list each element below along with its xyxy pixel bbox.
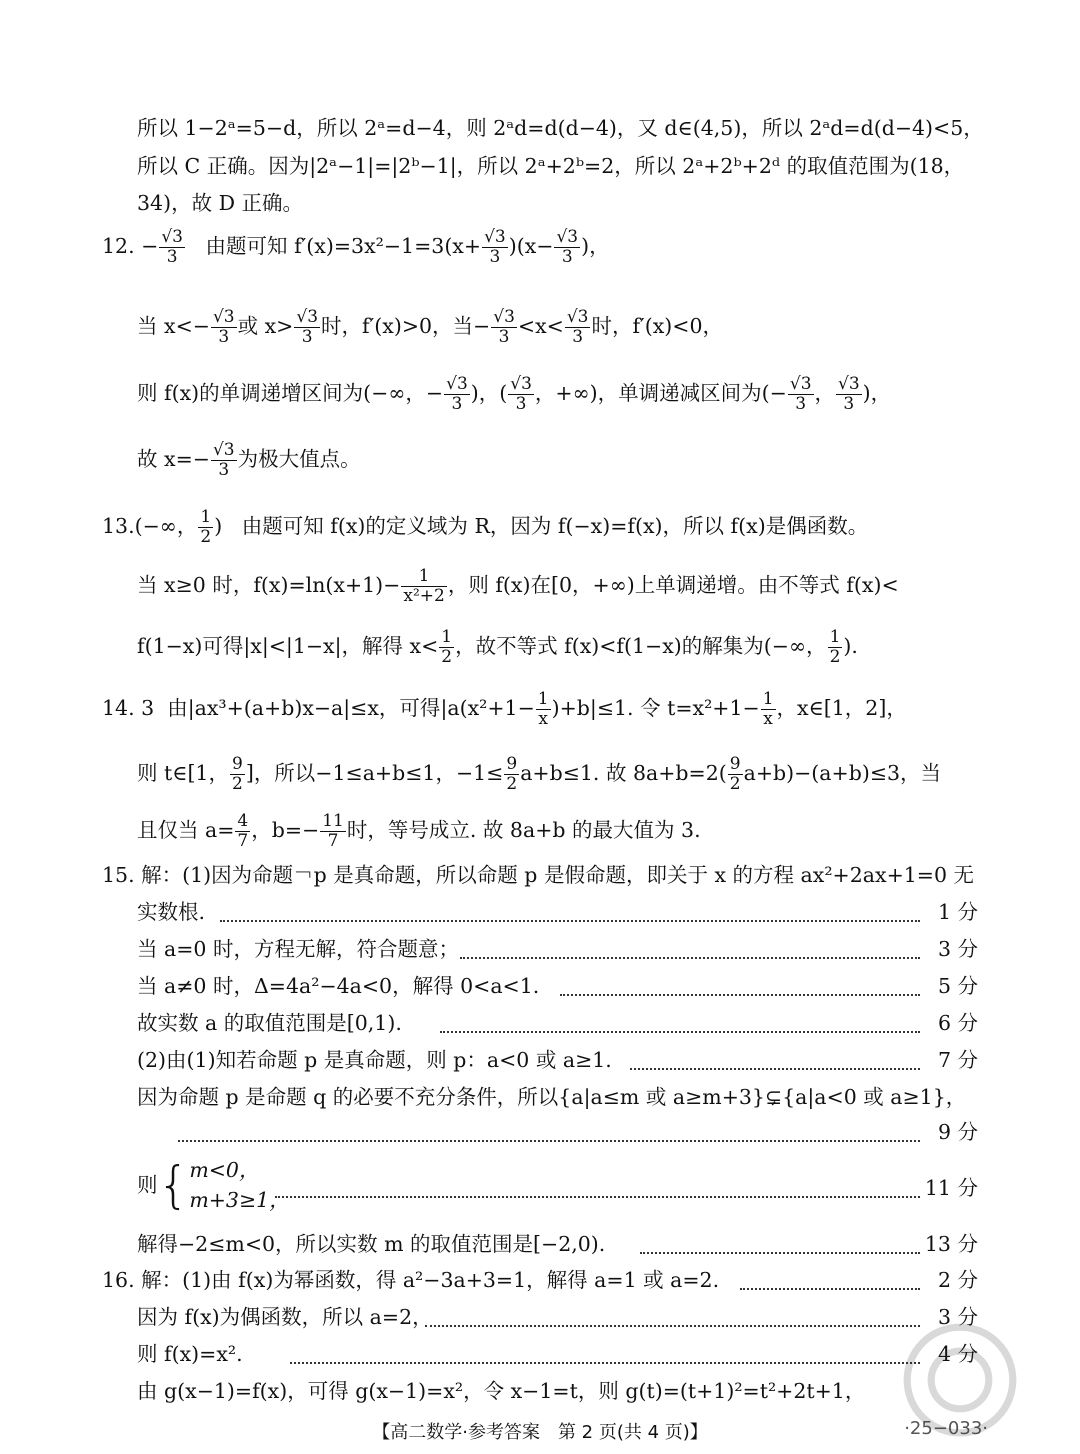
fraction — [788, 375, 814, 414]
fraction — [211, 308, 237, 347]
q15-line5: 故实数 a 的取值范围是[0,1). — [137, 1011, 402, 1035]
text: 由|ax³+(a+b)x−a|≤x，可得 — [167, 696, 441, 720]
system — [189, 1155, 289, 1215]
q15-line3: 当 a=0 时，方程无解，符合题意； — [137, 937, 459, 961]
score-6: 6 分 — [937, 1011, 978, 1035]
denominator: 3 — [489, 247, 501, 267]
page-footer: 【高二数学·参考答案 第 2 页(共 4 页)】 — [372, 1422, 708, 1443]
q12-line2 — [137, 308, 723, 347]
numerator: √3 — [446, 374, 468, 394]
text: ≤1. 令 t=x²+1− — [596, 696, 760, 720]
numerator: √3 — [510, 374, 532, 394]
q13-text: 由题可知 f(x)的定义域为 R，因为 f(−x)=f(x)，所以 f(x)是偶函数。 — [241, 514, 869, 538]
text: )+b — [551, 696, 590, 720]
numerator: 1 — [200, 507, 212, 527]
text: 则 — [137, 1173, 158, 1197]
numerator: √3 — [566, 307, 589, 327]
q12-text: 由题可知 f′(x)=3x²−1=3 — [205, 234, 445, 258]
fraction — [444, 375, 470, 414]
numerator: 4 — [237, 811, 249, 831]
q15-line7: 因为命题 p 是命题 q 的必要不充分条件，所以{a|a≤m 或 a≥m+3}⊊{a|a<0 或 a≥1}， — [137, 1085, 967, 1109]
q15-line1: 15. 解：(1)因为命题￢p 是真命题，所以命题 p 是假命题，即关于 x 的方程 ax²+2ax+1=0 无 — [102, 863, 975, 887]
fraction — [728, 755, 743, 794]
text: a(x²+1− — [447, 696, 535, 720]
fraction — [836, 375, 862, 414]
text: ， — [814, 381, 836, 405]
minus: − — [141, 234, 159, 258]
text: 且仅当 a= — [137, 818, 235, 842]
denominator: 3 — [795, 394, 807, 414]
denominator: 2 — [829, 647, 841, 667]
text: 当 — [137, 314, 158, 338]
score-7: 7 分 — [937, 1048, 978, 1072]
text: 时，等号成立. 故 8a+b 的最大值为 3. — [346, 818, 701, 842]
denominator: 3 — [218, 460, 230, 480]
text: (−∞，− — [363, 381, 444, 405]
text: (−∞， — [134, 514, 198, 538]
numerator: 1 — [401, 567, 446, 587]
text: a+b≤1. 故 8a+b=2 — [520, 761, 719, 785]
score-9: 9 分 — [937, 1120, 978, 1144]
text: ，故不等式 f(x)<f(1−x)的解集为 — [455, 634, 764, 658]
leader-dots — [220, 918, 920, 922]
q16-line4: 由 g(x−1)=f(x)，可得 g(x−1)=x²，令 x−1=t，则 g(t)=(t+1)²=t²+2t+1， — [137, 1379, 866, 1403]
text: 或 x> — [237, 314, 294, 338]
numerator: √3 — [484, 227, 506, 247]
text: 当 x≥0 时，f(x)=ln(x+1)− — [137, 573, 401, 597]
q13-line1 — [102, 508, 868, 547]
leader-dots — [440, 1029, 920, 1033]
q12-line3 — [137, 375, 891, 414]
text: a+b) — [743, 761, 795, 785]
denominator: 3 — [561, 247, 573, 267]
fraction — [235, 812, 250, 851]
text: [1， — [187, 761, 229, 785]
q15-line4: 当 a≠0 时，Δ=4a²−4a<0，解得 0<a<1. — [137, 974, 540, 998]
text: ). — [843, 634, 858, 658]
numerator: 9 — [506, 754, 518, 774]
denominator: 7 — [237, 831, 249, 851]
denominator: 7 — [327, 831, 339, 851]
numerator: √3 — [212, 440, 235, 460]
denominator: 3 — [166, 247, 178, 267]
text: x<− — [164, 314, 210, 338]
numerator: √3 — [493, 307, 515, 327]
text: )， — [862, 381, 892, 405]
q16-line2: 因为 f(x)为偶函数，所以 a=2， — [137, 1305, 433, 1329]
numerator: 1 — [829, 627, 841, 647]
denominator: 2 — [441, 647, 453, 667]
denominator: 3 — [498, 327, 510, 347]
fraction — [159, 228, 185, 267]
watermark-logo-icon — [900, 1320, 1020, 1440]
numerator: 1 — [441, 627, 453, 647]
score-3b: 3 分 — [937, 1305, 978, 1329]
numerator: 9 — [231, 754, 243, 774]
text: ，+∞)，单调递减区间为(− — [534, 381, 787, 405]
leader-dots — [275, 1194, 920, 1198]
leader-dots — [560, 992, 920, 996]
score-1: 1 分 — [937, 900, 978, 924]
numerator: √3 — [161, 227, 183, 247]
q14-line3 — [137, 812, 701, 851]
denominator: 3 — [515, 394, 527, 414]
text: ] — [245, 761, 254, 785]
denominator: x²+2 — [403, 586, 445, 606]
q11-line3: 34)，故 D 正确。 — [137, 191, 304, 215]
text: ( — [718, 761, 727, 785]
text: 故 x=− — [137, 447, 210, 471]
leader-dots — [290, 1360, 920, 1364]
fraction — [198, 508, 213, 547]
denominator: 3 — [843, 394, 855, 414]
text: (−∞， — [763, 634, 827, 658]
numerator: 9 — [729, 754, 741, 774]
denominator: 2 — [231, 774, 243, 794]
q14-line1: 14. 3 由|ax³+(a+b)x−a|≤x，可得|a(x²+1− $\frac{1}{x}$ )+b|≤1. 令 t=x²+1− $\frac{1}{x}$ ，x∈[1，2]， — [102, 689, 907, 729]
text: −(a+b)≤3，当 — [794, 761, 942, 785]
fraction — [565, 308, 591, 347]
numerator: 1 — [762, 689, 774, 709]
fraction — [439, 628, 454, 667]
denominator: 2 — [729, 774, 741, 794]
text: 为极大值点。 — [237, 447, 361, 471]
denominator: 3 — [451, 394, 463, 414]
numerator: √3 — [838, 374, 860, 394]
text: (x+ — [444, 234, 482, 258]
leader-dots — [640, 1250, 920, 1254]
text: 则 t∈ — [137, 761, 188, 785]
text: )， — [581, 234, 610, 258]
fraction — [504, 755, 519, 794]
fraction — [828, 628, 843, 667]
text: 时，f′(x)<0， — [591, 314, 723, 338]
text: 则 f(x)的单调递增区间为 — [137, 381, 364, 405]
text: )，( — [470, 381, 508, 405]
q11-line1: 所以 1−2ᵃ=5−d，所以 2ᵃ=d−4，则 2ᵃd=d(d−4)，又 d∈(4,5)，所以 2ᵃd=d(d−4)<5， — [137, 116, 984, 140]
fraction — [320, 812, 346, 851]
text: <x< — [517, 314, 564, 338]
q14-number: 14. 3 — [102, 696, 155, 720]
q11-line2: 所以 C 正确。因为|2ᵃ−1|=|2ᵇ−1|，所以 2ᵃ+2ᵇ=2，所以 2ᵃ+2ᵇ+2ᵈ 的取值范围为(18， — [137, 154, 965, 178]
denominator: 2 — [200, 527, 212, 547]
score-13: 13 分 — [924, 1232, 978, 1256]
denominator: 3 — [218, 327, 230, 347]
denominator: 3 — [301, 327, 313, 347]
leader-dots — [425, 1323, 920, 1327]
numerator: √3 — [212, 307, 235, 327]
numerator: √3 — [556, 227, 579, 247]
numerator: √3 — [296, 307, 319, 327]
numerator: 1 — [537, 689, 549, 709]
fraction — [761, 690, 776, 729]
q12-line1 — [102, 228, 610, 267]
denominator: x — [763, 709, 773, 729]
q14-line2 — [137, 755, 941, 794]
text: ，b=− — [251, 818, 320, 842]
leader-dots — [178, 1138, 920, 1142]
text: ，x∈[1，2]， — [776, 696, 907, 720]
leader-dots — [740, 1286, 920, 1290]
fraction — [211, 441, 237, 480]
q15-line10: 解得−2≤m<0，所以实数 m 的取值范围是[−2,0). — [137, 1232, 606, 1256]
text: ) — [214, 514, 223, 538]
numerator: √3 — [789, 374, 812, 394]
fraction — [508, 375, 534, 414]
score-3: 3 分 — [937, 937, 978, 961]
q16-line3: 则 f(x)=x². — [137, 1342, 243, 1366]
leader-dots — [460, 955, 920, 959]
fraction — [554, 228, 580, 267]
q13-line3 — [137, 628, 858, 667]
text: 时，f′(x)>0，当− — [321, 314, 491, 338]
score-4: 4 分 — [937, 1342, 978, 1366]
denominator: 3 — [572, 327, 584, 347]
q15-line2: 实数根. — [137, 900, 206, 924]
fraction — [536, 690, 551, 729]
page-code: ·25−033· — [904, 1418, 988, 1439]
condition: m<0， — [189, 1158, 260, 1182]
q15-line6: (2)由(1)知若命题 p 是真命题，则 p：a<0 或 a≥1. — [137, 1048, 612, 1072]
q15-system — [137, 1155, 290, 1215]
q12-number: 12. — [102, 234, 135, 258]
fraction — [482, 228, 508, 267]
text: ，所以−1≤a+b≤1，−1≤ — [253, 761, 504, 785]
q16-line1: 16. 解：(1)由 f(x)为幂函数，得 a²−3a+3=1，解得 a=1 或 a=2. — [102, 1268, 720, 1292]
condition: m+3≥1， — [189, 1188, 290, 1212]
denominator: x — [538, 709, 548, 729]
fraction — [294, 308, 320, 347]
denominator: 2 — [506, 774, 518, 794]
fraction — [230, 755, 245, 794]
text: )(x− — [508, 234, 554, 258]
leader-dots — [630, 1066, 920, 1070]
numerator: 11 — [322, 811, 344, 831]
fraction — [401, 567, 446, 606]
brace: { — [157, 1156, 190, 1214]
q12-line4 — [137, 441, 361, 480]
score-11: 11 分 — [924, 1176, 978, 1200]
q13-line2 — [137, 567, 899, 606]
text: f(1−x)可得|x|<|1−x|，解得 x< — [137, 634, 439, 658]
q13-number: 13. — [102, 514, 135, 538]
score-2: 2 分 — [937, 1268, 978, 1292]
text: ，则 f(x)在[0，+∞)上单调递增。由不等式 f(x)< — [447, 573, 899, 597]
fraction — [491, 308, 517, 347]
score-5: 5 分 — [937, 974, 978, 998]
